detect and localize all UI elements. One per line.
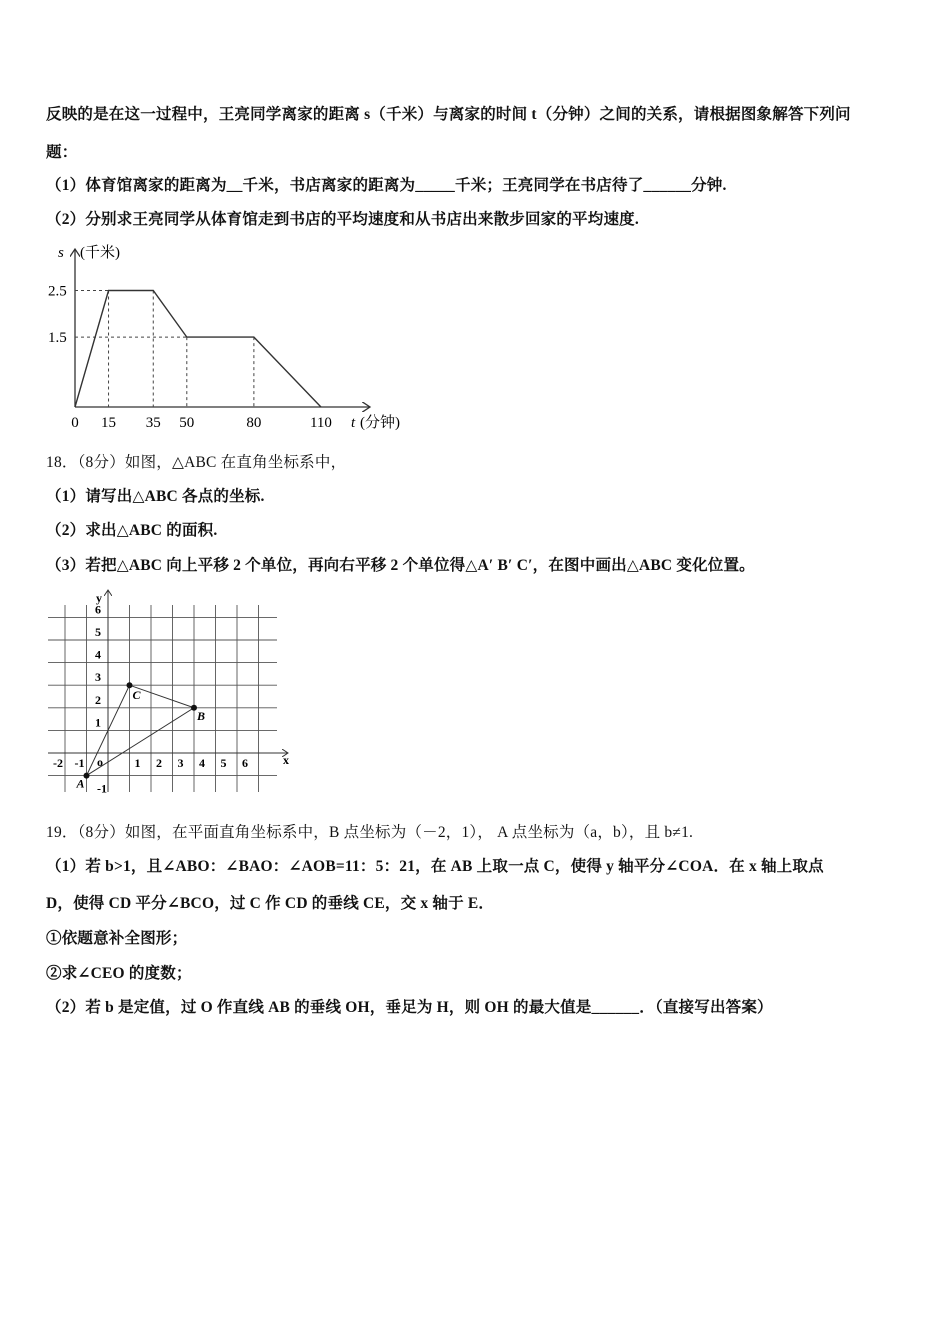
- q19-sub2: ②求∠CEO 的度数；: [46, 965, 192, 982]
- q17-part1: （1）体育馆离家的距离为__千米，书店离家的距离为_____千米；王亮同学在书店待了______分钟.: [46, 177, 727, 194]
- q17-text-line1: 反映的是在这一过程中，王亮同学离家的距离 s（千米）与离家的时间 t（分钟）之间的关系，请根据图象解答下列问: [46, 106, 851, 123]
- q19-title: 19．（8分）如图，在平面直角坐标系中，B 点坐标为（－2，1）， A 点坐标为（a，b），且 b≠1.: [46, 824, 694, 841]
- point-label-a: A: [76, 776, 85, 791]
- x-tick-label: -2: [53, 756, 63, 770]
- y-axis-label: s: [58, 245, 64, 261]
- x-tick-label: 35: [145, 415, 161, 431]
- y-axis-label: y: [96, 591, 102, 605]
- x-tick-label: 6: [242, 756, 248, 770]
- x-tick-label: 80: [246, 415, 262, 431]
- y-tick-label: 2: [95, 692, 101, 707]
- q18-part3: （3）若把△ABC 向上平移 2 个单位，再向右平移 2 个单位得△A′ B′ C′，在图中画出△ABC 变化位置。: [46, 557, 755, 574]
- q17-text-line2: 题：: [46, 144, 78, 161]
- q19-part2: （2）若 b 是定值，过 O 作直线 AB 的垂线 OH，垂足为 H，则 OH 的最大值是______．（直接写出答案）: [46, 999, 773, 1016]
- x-axis-unit: (分钟): [360, 415, 400, 431]
- q18-part2: （2）求出△ABC 的面积.: [46, 522, 218, 539]
- origin-label: o: [97, 755, 103, 769]
- q19-part1-line2: D，使得 CD 平分∠BCO，过 C 作 CD 的垂线 CE，交 x 轴于 E．: [46, 895, 495, 912]
- q18-part1: （1）请写出△ABC 各点的坐标.: [46, 488, 265, 505]
- x-tick-label: 50: [179, 415, 195, 431]
- x-tick-label: 15: [101, 415, 117, 431]
- y-tick-label: 3: [95, 670, 101, 685]
- x-tick-label: 5: [220, 756, 227, 770]
- y-tick-label: -1: [97, 781, 107, 796]
- point-label-c: C: [132, 688, 141, 703]
- coordinate-grid-figure: [40, 580, 300, 800]
- distance-line: [75, 291, 321, 408]
- y-tick-label: 2.5: [48, 283, 67, 300]
- x-tick-label: 3: [177, 756, 184, 770]
- x-axis-label: x: [283, 753, 289, 767]
- x-tick-label: -1: [74, 756, 85, 770]
- x-tick-label: 4: [199, 756, 205, 770]
- q18-title: 18．（8分）如图，△ABC 在直角坐标系中，: [46, 454, 347, 471]
- point-label-b: B: [197, 708, 206, 723]
- y-tick-label: 4: [95, 647, 101, 662]
- q17-part2: （2）分别求王亮同学从体育馆走到书店的平均速度和从书店出来散步回家的平均速度.: [46, 211, 639, 228]
- q19-part1-line1: （1）若 b>1，且∠ABO：∠BAO：∠AOB=11：5：21，在 AB 上取一点 C，使得 y 轴平分∠COA．在 x 轴上取点: [46, 858, 824, 875]
- y-axis-unit: (千米): [80, 245, 120, 261]
- y-tick-label: 1: [95, 715, 101, 730]
- y-tick-label: 5: [95, 625, 101, 639]
- y-tick-label: 6: [95, 602, 101, 617]
- distance-time-graph: [40, 235, 420, 435]
- x-tick-label: 1: [134, 756, 141, 770]
- y-tick-label: 1.5: [48, 330, 67, 347]
- x-tick-label: 110: [309, 415, 332, 431]
- x-tick-label: 0: [71, 415, 79, 431]
- x-tick-label: 2: [156, 756, 162, 770]
- q19-sub1: ①依题意补全图形；: [46, 930, 188, 947]
- x-axis-label: t: [351, 415, 356, 431]
